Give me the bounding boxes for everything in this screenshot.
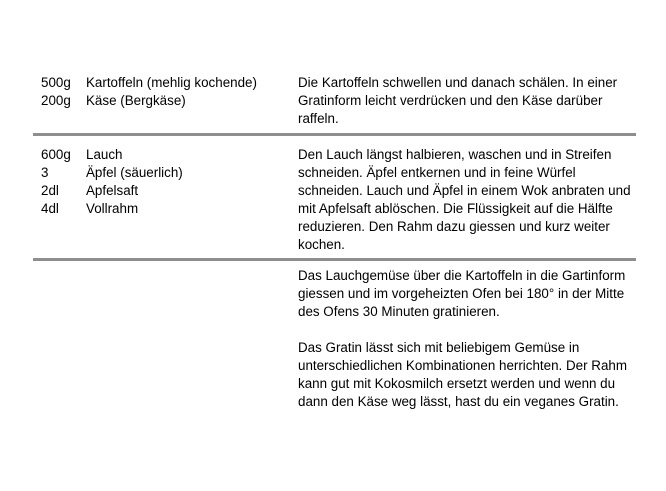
ingredient-name: Vollrahm xyxy=(86,201,139,216)
ingredient-row xyxy=(41,92,291,110)
ingredient-quantity: 2dl xyxy=(41,183,59,198)
instruction-text xyxy=(298,146,634,254)
instruction-text xyxy=(298,74,634,128)
ingredient-quantity: 200g xyxy=(41,93,71,108)
ingredient-name: Apfelsaft xyxy=(86,183,139,198)
ingredient-name: Käse (Bergkäse) xyxy=(86,93,186,108)
ingredient-list xyxy=(41,74,291,110)
ingredient-name: Äpfel (säuerlich) xyxy=(86,165,183,180)
ingredient-quantity: 600g xyxy=(41,147,71,162)
section-divider xyxy=(33,258,636,261)
ingredient-row xyxy=(41,200,291,218)
ingredient-row xyxy=(41,74,291,92)
ingredient-list xyxy=(41,146,291,218)
section-divider xyxy=(33,133,636,136)
ingredient-quantity: 4dl xyxy=(41,201,59,216)
tip-paragraph: Das Gratin lässt sich mit beliebigem Gemüse in unterschiedlichen Kombinationen herrichten. Der Rahm kann gut mit Kokosmilch ersetzt werden und wenn du dann den Käse weg lässt, hast du ein veganes Gratin. xyxy=(298,340,627,409)
ingredient-name: Kartoffeln (mehlig kochende) xyxy=(86,75,257,90)
ingredient-row xyxy=(41,182,291,200)
ingredient-row xyxy=(41,146,291,164)
instruction-paragraph: Die Kartoffeln schwellen und danach schälen. In einer Gratinform leicht verdrücken und den Käse darüber raffeln. xyxy=(298,75,618,126)
ingredient-quantity: 500g xyxy=(41,75,71,90)
ingredient-quantity: 3 xyxy=(41,165,49,180)
instruction-text xyxy=(298,267,634,411)
instruction-paragraph: Das Lauchgemüse über die Kartoffeln in die Gartinform giessen und im vorgeheizten Ofen bei 180° in der Mitte des Ofens 30 Minuten gratinieren. xyxy=(298,268,626,319)
ingredient-row xyxy=(41,164,291,182)
ingredient-name: Lauch xyxy=(86,147,123,162)
instruction-paragraph: Den Lauch längst halbieren, waschen und in Streifen schneiden. Äpfel entkernen und in feine Würfel schneiden. Lauch und Äpfel in einem Wok anbraten und mit Apfelsaft ablöschen. Die Flüssigkeit auf die Hälfte reduzieren. Den Rahm dazu giessen und kurz weiter kochen. xyxy=(298,147,631,252)
